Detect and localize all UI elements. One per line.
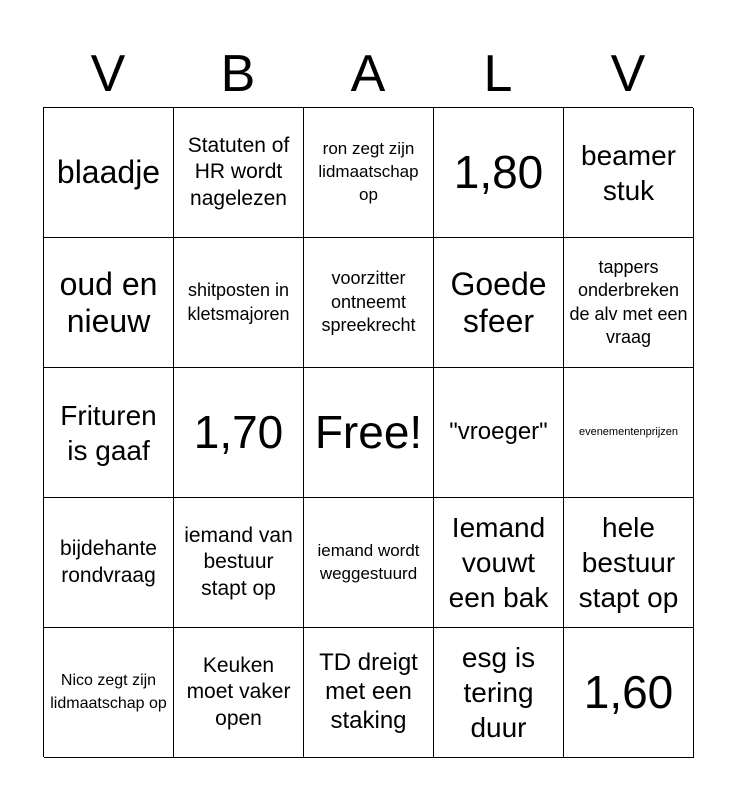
bingo-cell[interactable]	[174, 498, 304, 628]
cell-text: iemand van bestuur stapt op	[184, 524, 293, 600]
bingo-cell[interactable]	[564, 368, 694, 498]
bingo-cell[interactable]	[44, 238, 174, 368]
bingo-cell[interactable]	[174, 368, 304, 498]
bingo-cell[interactable]	[304, 628, 434, 758]
bingo-cell[interactable]	[434, 238, 564, 368]
bingo-cell[interactable]	[44, 108, 174, 238]
cell-text: Nico zegt zijn lidmaatschap op	[50, 672, 167, 712]
bingo-cell[interactable]	[434, 108, 564, 238]
cell-text: blaadje	[56, 154, 161, 191]
bingo-cell[interactable]	[174, 108, 304, 238]
cell-text: hele bestuur stapt op	[578, 512, 679, 613]
cell-text: tappers onderbreken de alv met een vraag	[569, 256, 688, 347]
cell-text: Free!	[314, 406, 423, 459]
bingo-cell[interactable]	[564, 108, 694, 238]
bingo-cell[interactable]	[304, 238, 434, 368]
header-letter: V	[610, 45, 646, 103]
bingo-cell[interactable]	[174, 238, 304, 368]
cell-text: beamer stuk	[581, 139, 676, 206]
cell-text: Keuken moet vaker open	[186, 654, 291, 730]
free-space[interactable]	[304, 368, 434, 498]
cell-text: Iemand vouwt een bak	[448, 512, 549, 613]
cell-text: 1,70	[193, 406, 284, 459]
bingo-cell[interactable]	[434, 368, 564, 498]
cell-text: esg is tering duur	[461, 642, 536, 743]
header-letter: A	[350, 45, 386, 103]
bingo-cell[interactable]	[44, 628, 174, 758]
bingo-cell[interactable]	[304, 498, 434, 628]
bingo-cell[interactable]	[44, 368, 174, 498]
header-letter: B	[220, 45, 256, 103]
cell-text: evenementenprijzen	[578, 425, 679, 438]
bingo-cell[interactable]	[304, 108, 434, 238]
bingo-cell[interactable]	[564, 498, 694, 628]
cell-text: ron zegt zijn lidmaatschap op	[318, 139, 419, 204]
cell-text: TD dreigt met een staking	[319, 649, 418, 734]
cell-text: oud en nieuw	[59, 265, 158, 339]
bingo-cell[interactable]	[44, 498, 174, 628]
bingo-cell[interactable]	[564, 238, 694, 368]
bingo-cell[interactable]	[564, 628, 694, 758]
bingo-grid	[43, 107, 693, 757]
bingo-cell[interactable]	[434, 498, 564, 628]
header-letter: V	[90, 45, 126, 103]
cell-text: bijdehante rondvraag	[60, 537, 157, 587]
bingo-header	[43, 40, 693, 108]
cell-text: voorzitter ontneemt spreekrecht	[321, 268, 416, 336]
cell-text: shitposten in kletsmajoren	[187, 280, 290, 324]
cell-text: "vroeger"	[449, 418, 548, 446]
header-letter: L	[483, 45, 513, 103]
cell-text: 1,60	[583, 666, 674, 719]
bingo-cell[interactable]	[434, 628, 564, 758]
bingo-cell[interactable]	[174, 628, 304, 758]
cell-text: Goede sfeer	[450, 265, 547, 339]
cell-text: 1,80	[453, 146, 544, 199]
cell-text: Frituren is gaaf	[60, 399, 157, 466]
cell-text: iemand wordt weggestuurd	[317, 540, 420, 583]
cell-text: Statuten of HR wordt nagelezen	[187, 134, 290, 210]
